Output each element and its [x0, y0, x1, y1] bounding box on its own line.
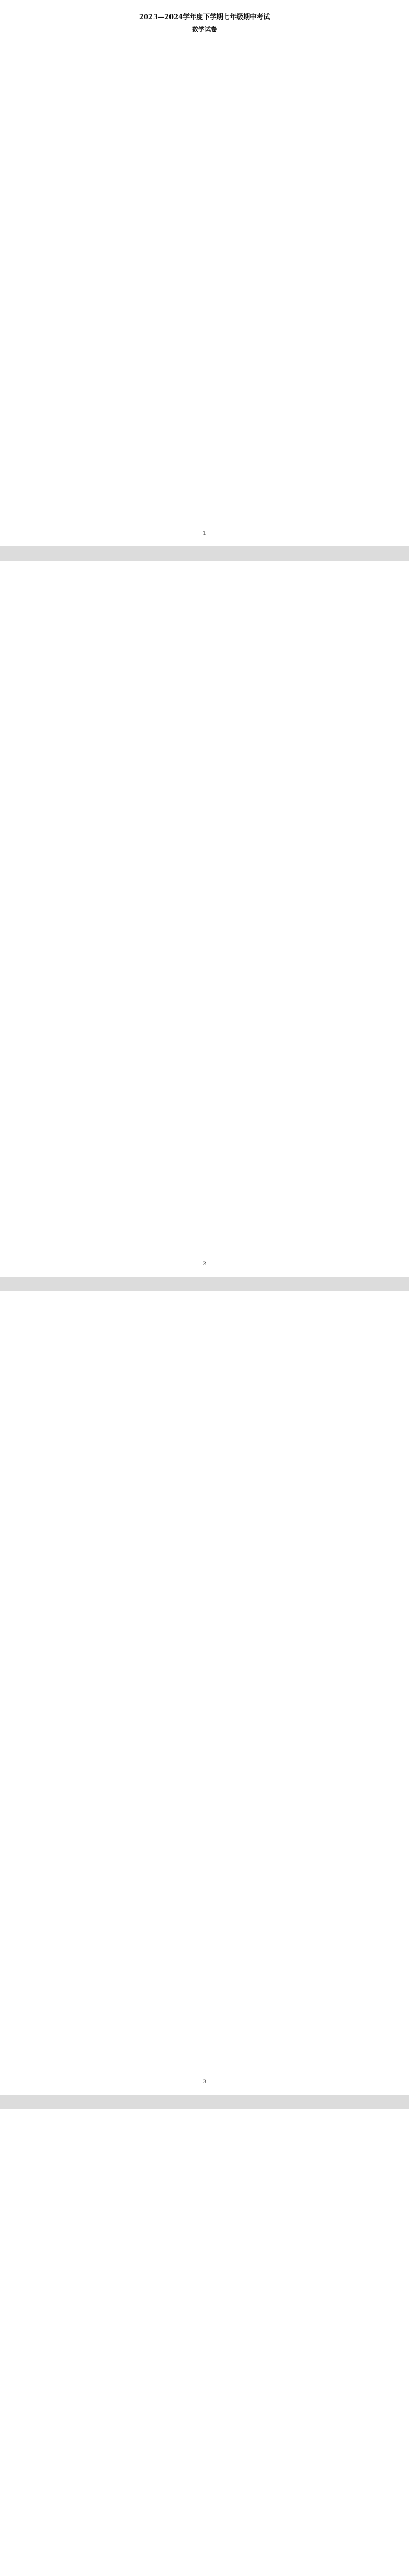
page-gap	[0, 1277, 409, 1291]
exam-subtitle: 数学试卷	[192, 26, 217, 33]
page-gap	[0, 546, 409, 561]
page-number: 2	[202, 1261, 207, 1267]
page-number: 3	[202, 2079, 207, 2085]
page-1	[0, 0, 409, 546]
page-4	[0, 2109, 409, 2576]
page-2	[0, 561, 409, 1277]
exam-title: 2023—2024学年度下学期七年级期中考试	[139, 13, 270, 21]
page-3	[0, 1291, 409, 2095]
page-number: 1	[202, 531, 207, 536]
page-gap	[0, 2095, 409, 2109]
